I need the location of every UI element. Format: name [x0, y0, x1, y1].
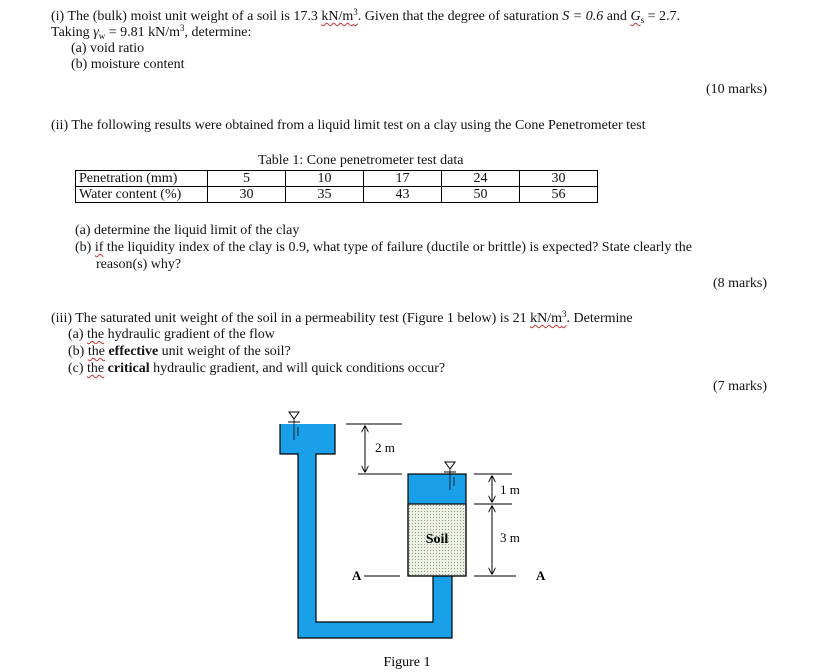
q3-part-a: (a) the hydraulic gradient of the flow [68, 327, 275, 342]
q1-line1: (i) The (bulk) moist unit weight of a soil is 17.3 $kN/m^3$. Given that the degree of saturation S = 0.6 and $G_s = 2.7$. [51, 7, 680, 25]
table-cell: 24 [442, 171, 520, 187]
table-row-label: Penetration (mm) [76, 171, 208, 187]
q3-intro: (iii) The saturated unit weight of the soil in a permeability test (Figure 1 below) is 21 $kN/m^3$. Determine [51, 309, 633, 326]
table-cell: 17 [364, 171, 442, 187]
table-cell: 30 [208, 187, 286, 203]
q3-marks: (7 marks) [712, 379, 767, 394]
bottom-pipe-water [298, 622, 452, 638]
q1-part-a: (a) void ratio [71, 41, 145, 56]
table-cell: 30 [520, 171, 598, 187]
table-row-label: Water content (%) [76, 187, 208, 203]
table-cell: 35 [286, 187, 364, 203]
section-label-left: A [352, 568, 362, 583]
q1-line2: Taking $\gamma_w = 9.81$ $kN/m^3$, determine: [51, 23, 252, 41]
table-cell: 5 [208, 171, 286, 187]
left-pipe-water [298, 454, 316, 637]
section-label-right: A [536, 568, 546, 583]
q3-part-c: (c) the critical hydraulic gradient, and will quick conditions occur? [68, 361, 446, 376]
q1-gs: $G_s$ [630, 9, 645, 25]
q3-unit: $kN/m^3$ [530, 309, 567, 326]
table-cell: 50 [442, 187, 520, 203]
q1-saturation: S = 0.6 [562, 9, 604, 24]
table-caption: Table 1: Cone penetrometer test data [258, 153, 464, 168]
table-cell: 56 [520, 187, 598, 203]
q1-gamma: γ [93, 25, 99, 40]
q2-part-b-cont: reason(s) why? [96, 257, 182, 272]
soil-label: Soil [425, 532, 449, 547]
q2-part-a: (a) determine the liquid limit of the clay [75, 223, 300, 238]
q1-part-b: (b) moisture content [71, 57, 185, 72]
right-pipe-water [433, 576, 452, 638]
upper-reservoir-water [280, 424, 335, 454]
dim-3m-label: 3 m [500, 530, 520, 545]
figure-caption: Figure 1 [383, 655, 431, 670]
table-cell: 10 [286, 171, 364, 187]
q2-marks: (8 marks) [712, 276, 767, 291]
q2-intro: (ii) The following results were obtained from a liquid limit test on a clay using the Cone Penetrometer test [51, 118, 646, 133]
q2-part-b: (b) if the liquidity index of the clay is 0.9, what type of failure (ductile or brittle) is expected? State clearly the [75, 240, 692, 255]
soil-cylinder-water [408, 474, 466, 504]
table-cell: 43 [364, 187, 442, 203]
q1-marks: (10 marks) [705, 82, 767, 97]
dim-1m-label: 1 m [500, 482, 520, 497]
q3-part-b: (b) the effective unit weight of the soil? [68, 344, 291, 359]
dim-2m-label: 2 m [375, 440, 395, 455]
q1-unit: $kN/m^3$ [321, 7, 358, 24]
